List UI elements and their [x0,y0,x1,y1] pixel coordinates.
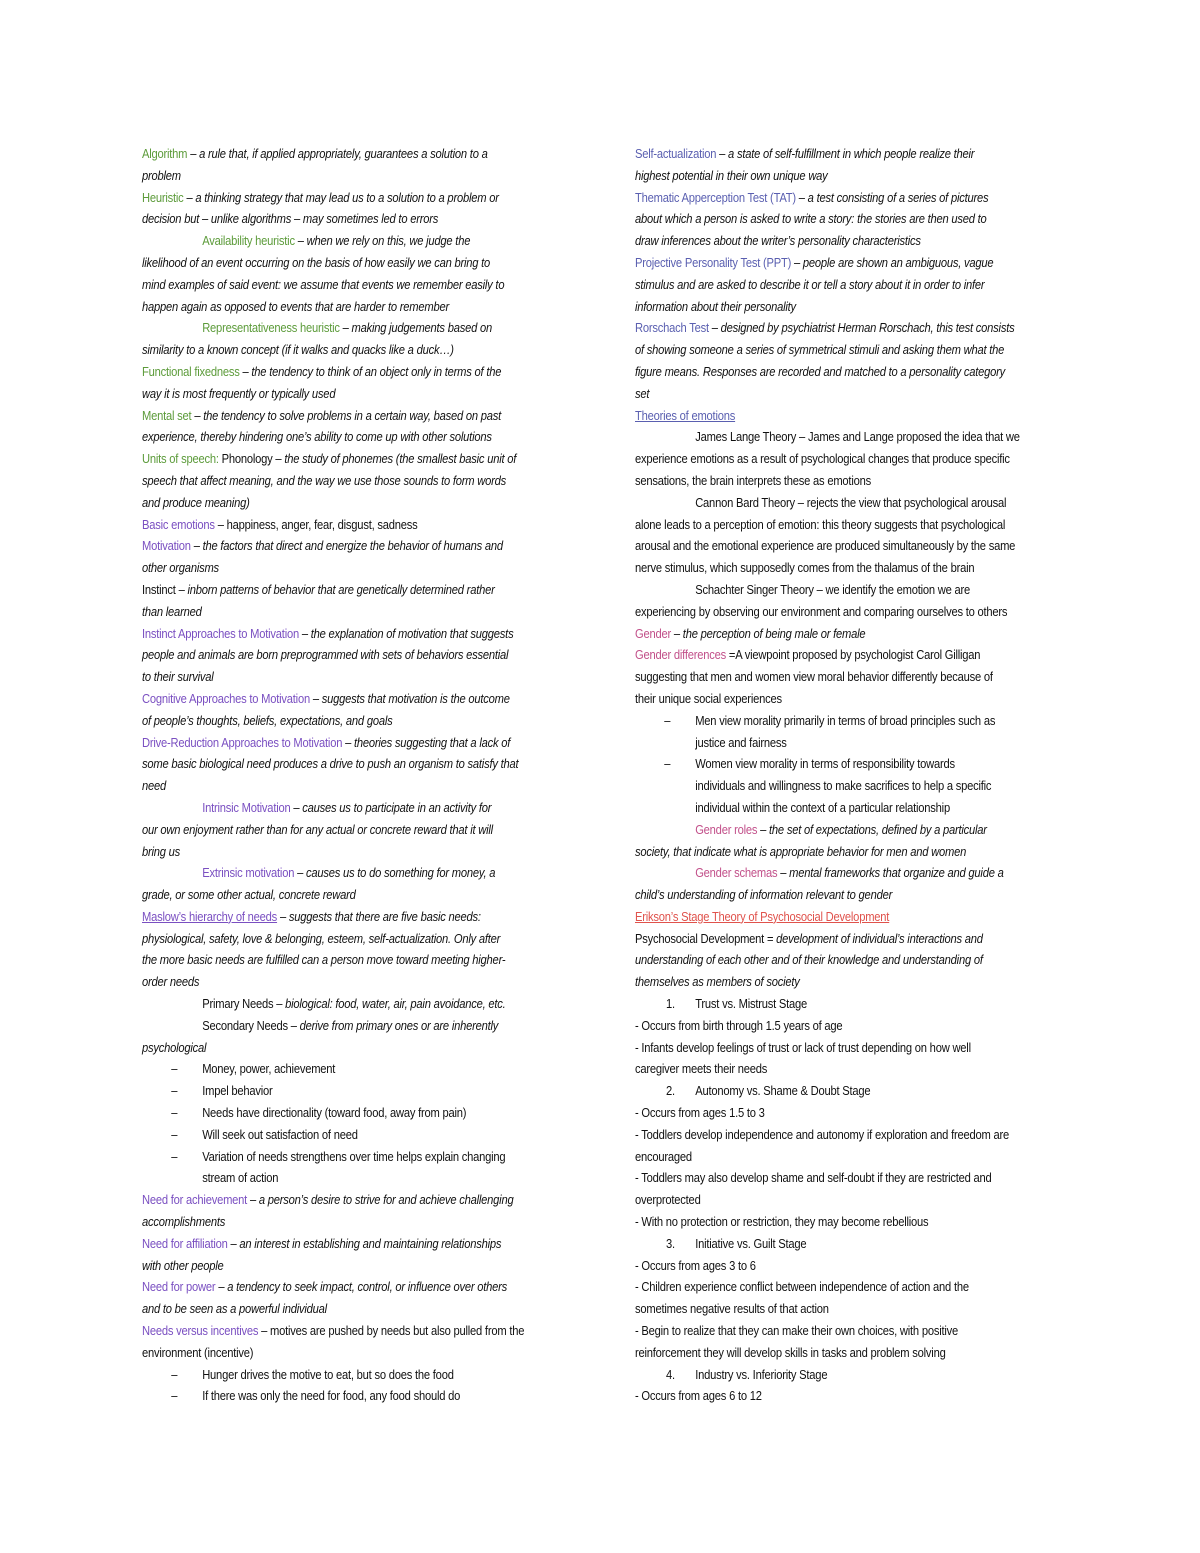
text-segment: Primary Needs – [202,996,286,1012]
text-line [142,1189,569,1211]
text-line [635,470,1064,492]
text-line [142,1255,569,1277]
text-segment: Industry vs. Inferiority Stage [695,1366,828,1382]
term-label: Extrinsic motivation [202,865,295,881]
text-segment: individuals and willingness to make sacrifices to help a specific [695,778,992,794]
text-line [635,339,1064,361]
text-segment: – a thinking strategy that may lead us to a solution to a problem or [183,189,499,205]
text-line [142,1320,569,1342]
text-line [142,928,569,950]
text-line [142,949,569,971]
text-segment: understanding of each other and of their knowledge and understanding of [635,952,983,968]
list-bullet: – [171,1388,178,1404]
text-segment: – when we rely on this, we judge the [294,233,471,249]
term-label: Needs versus incentives [142,1323,259,1339]
text-line [142,1080,598,1102]
text-line [635,492,1124,514]
text-line [635,623,1064,645]
text-line [635,317,1064,339]
text-line [142,906,569,928]
text-segment: alone leads to a perception of emotion: this theory suggests that psychological [635,516,1006,532]
text-segment: accomplishments [142,1214,226,1230]
text-segment: James Lange Theory – James and Lange proposed the idea that we [695,429,1020,445]
text-line [635,666,1064,688]
text-line [142,623,569,645]
left-column [142,143,570,1407]
text-line [635,949,1064,971]
text-line [142,1037,569,1059]
text-line [142,644,569,666]
list-bullet: – [171,1126,178,1142]
text-segment: themselves as members of society [635,974,800,990]
text-line [635,993,1095,1015]
text-line [635,644,1064,666]
text-line [142,1342,569,1364]
text-line [635,732,1124,754]
text-line [635,1102,1064,1124]
term-label: Instinct Approaches to Motivation [142,625,299,641]
text-segment: biological: food, water, air, pain avoidance, etc. [285,996,506,1012]
text-line [635,274,1064,296]
text-line [142,1102,598,1124]
text-segment: caregiver meets their needs [635,1061,768,1077]
text-segment: – suggests that there are five basic needs: [277,908,481,924]
list-number: 2. [665,1083,675,1099]
text-line [142,361,569,383]
text-segment: child’s understanding of information relevant to gender [635,887,893,903]
text-segment: inborn patterns of behavior that are genetically determined rather [187,581,495,597]
text-line [142,1233,569,1255]
text-line [142,492,569,514]
term-label: Gender differences [635,647,727,663]
text-line [635,1298,1064,1320]
text-line [635,1015,1064,1037]
text-segment: – a person’s desire to strive for and achieve challenging [247,1192,514,1208]
text-segment: - Children experience conflict between independence of action and the [635,1279,969,1295]
text-line [635,819,1124,841]
text-segment: – making judgements based on [339,320,492,336]
list-number: 4. [665,1366,675,1382]
text-segment: Variation of needs strengthens over time helps explain changing [202,1148,506,1164]
text-segment: Needs have directionality (toward food, away from pain) [202,1105,467,1121]
text-line [635,1058,1064,1080]
text-line [635,841,1064,863]
text-segment: other organisms [142,560,219,576]
text-line [142,383,569,405]
text-segment: speech that affect meaning, and the way we use those sounds to form words [142,472,507,488]
term-label: Maslow’s hierarchy of needs [142,908,278,924]
text-segment: – the factors that direct and energize the behavior of humans and [190,538,503,554]
text-segment: way it is most frequently or typically used [142,385,336,401]
text-segment: – the explanation of motivation that suggests [298,625,514,641]
list-bullet: – [171,1148,178,1164]
text-line [142,296,569,318]
text-segment: figure means. Responses are recorded and matched to a personality category [635,363,1006,379]
text-line [635,579,1124,601]
text-segment: Instinct – [142,581,188,597]
text-line [635,1364,1095,1386]
text-segment: – a test consisting of a series of pictures [795,189,989,205]
text-line [142,753,569,775]
right-column [635,143,1065,1407]
text-segment: =A viewpoint proposed by psychologist Carol Gilligan [726,647,981,663]
text-segment: – causes us to participate in an activity for [290,799,492,815]
term-label: Availability heuristic [202,233,295,249]
list-bullet: – [664,712,671,728]
text-line [635,1037,1064,1059]
text-line [635,1124,1064,1146]
text-line [142,405,569,427]
text-segment: Psychosocial Development = [635,930,777,946]
text-segment: justice and fairness [695,734,787,750]
text-segment: Money, power, achievement [202,1061,336,1077]
term-label: Gender [635,625,672,641]
text-segment: development of individual’s interactions and [776,930,983,946]
text-line [635,426,1124,448]
text-segment: Will seek out satisfaction of need [202,1126,358,1142]
text-segment: Impel behavior [202,1083,273,1099]
text-segment: reinforcement they will develop skills in tasks and problem solving [635,1344,946,1360]
text-segment: - Begin to realize that they can make their own choices, with positive [635,1323,959,1339]
text-line [635,514,1064,536]
text-segment: their unique social experiences [635,690,782,706]
text-segment: experience emotions as a result of psychological changes that produce specific [635,451,1010,467]
text-segment: - Occurs from ages 3 to 6 [635,1257,756,1273]
text-segment: arousal and the emotional experience are produced simultaneously by the same [635,538,1016,554]
text-line [635,361,1064,383]
term-label: Cognitive Approaches to Motivation [142,690,310,706]
term-label: Mental set [142,407,192,423]
term-label: Need for affiliation [142,1235,228,1251]
text-segment: Women view morality in terms of responsibility towards [695,756,955,772]
text-line [142,1276,569,1298]
text-line [635,557,1064,579]
text-line [635,1189,1064,1211]
text-segment: suggesting that men and women view moral behavior differently because of [635,669,993,685]
term-label: Need for achievement [142,1192,248,1208]
text-segment: Cannon Bard Theory – rejects the view that psychological arousal [695,494,1007,510]
text-segment: information about their personality [635,298,796,314]
text-segment: to their survival [142,669,214,685]
text-line [142,252,569,274]
text-segment: – causes us to do something for money, a [294,865,496,881]
text-line [635,601,1064,623]
text-line [142,426,569,448]
text-line [142,1015,629,1037]
text-line [635,1385,1064,1407]
text-line [142,208,569,230]
term-label: Projective Personality Test (PPT) [635,254,792,270]
term-label: Erikson’s Stage Theory of Psychosocial Development [635,908,890,924]
text-line [635,753,1093,775]
term-label: Functional fixedness [142,363,240,379]
text-segment: - Occurs from ages 6 to 12 [635,1388,762,1404]
text-line [142,884,569,906]
text-line [142,274,569,296]
term-label: Self-actualization [635,146,717,161]
text-segment: some basic biological need produces a drive to push an organism to satisfy that [142,756,519,772]
list-bullet: – [171,1061,178,1077]
text-segment: – the perception of being male or female [671,625,866,641]
text-line [142,819,569,841]
text-line [635,165,1064,187]
text-segment: stream of action [202,1170,279,1186]
text-segment: people and animals are born preprogrammed with sets of behaviors essential [142,647,509,663]
term-label: Motivation [142,538,191,554]
list-number: 1. [665,996,675,1012]
text-segment: similarity to a known concept (if it walks and quacks like a duck…) [142,342,454,358]
text-line [142,1298,569,1320]
text-segment: Men view morality primarily in terms of broad principles such as [695,712,996,728]
term-label: Representativeness heuristic [202,320,340,336]
text-segment: nerve stimulus, which supposedly comes from the thalamus of the brain [635,560,975,576]
text-line [142,1364,598,1386]
text-line [635,143,1064,165]
text-line [142,1385,598,1407]
text-segment: order needs [142,974,200,990]
text-segment: – suggests that motivation is the outcome [309,690,510,706]
text-segment: – a tendency to seek impact, control, or influence over others [215,1279,508,1295]
text-line [635,1255,1064,1277]
text-line [142,1146,598,1168]
text-line [142,448,569,470]
text-segment: psychological [142,1039,207,1055]
term-label: Rorschach Test [635,320,709,336]
text-line [142,688,569,710]
text-segment: – the tendency to solve problems in a certain way, based on past [191,407,502,423]
text-segment: sensations, the brain interprets these as emotions [635,472,871,488]
text-line [635,1233,1095,1255]
text-segment: with other people [142,1257,224,1273]
text-segment: – mental frameworks that organize and guide a [777,865,1004,881]
term-label: Basic emotions [142,516,215,532]
text-segment: - Infants develop feelings of trust or lack of trust depending on how well [635,1039,971,1055]
list-bullet: – [171,1366,178,1382]
text-segment: of showing someone a series of symmetrical stimuli and asking them what the [635,342,1005,358]
term-label: Gender schemas [695,865,778,881]
text-segment: a rule that, if applied appropriately, guarantees a solution to a [199,146,488,161]
text-segment: – [187,146,200,161]
text-segment: experience, thereby hindering one’s ability to come up with other solutions [142,429,492,445]
text-line [635,208,1064,230]
text-line [635,775,1124,797]
text-segment: - Toddlers may also develop shame and self-doubt if they are restricted and [635,1170,992,1186]
text-line [142,470,569,492]
text-segment: than learned [142,603,202,619]
text-segment: – people are shown an ambiguous, vague [791,254,994,270]
text-segment: decision but – unlike algorithms – may sometimes led to errors [142,211,439,227]
text-line [142,1058,598,1080]
text-line [635,405,1064,427]
list-bullet: – [171,1083,178,1099]
text-line [635,884,1064,906]
text-line [635,710,1093,732]
text-segment: Autonomy vs. Shame & Doubt Stage [695,1083,871,1099]
text-line [635,383,1064,405]
text-segment: problem [142,167,181,183]
text-line [142,841,569,863]
text-line [635,1167,1064,1189]
term-label: Gender roles [695,821,758,837]
term-label: Theories of emotions [635,407,736,423]
text-line [635,1276,1064,1298]
text-line [635,187,1064,209]
text-segment: happen again as opposed to events that are harder to remember [142,298,449,314]
text-line [142,514,569,536]
list-number: 3. [665,1235,675,1251]
text-line [142,230,629,252]
text-segment: – motives are pushed by needs but also pulled from the [258,1323,525,1339]
text-line [142,993,629,1015]
text-line [635,688,1064,710]
text-line [142,143,569,165]
text-line [142,165,569,187]
text-segment: – theories suggesting that a lack of [342,734,511,750]
text-segment: likelihood of an event occurring on the basis of how easily we can bring to [142,254,491,270]
text-line [635,230,1064,252]
text-segment: Trust vs. Mistrust Stage [695,996,808,1012]
text-line [142,1124,598,1146]
text-segment: derive from primary ones or are inherently [299,1017,499,1033]
text-segment: society, that indicate what is appropriate behavior for men and women [635,843,967,859]
text-segment: need [142,778,167,794]
text-line [142,862,629,884]
text-line [142,187,569,209]
text-line [635,1211,1064,1233]
text-segment: overprotected [635,1192,701,1208]
text-segment: individual within the context of a particular relationship [695,799,950,815]
text-line [142,579,569,601]
text-segment: bring us [142,843,181,859]
term-label: Intrinsic Motivation [202,799,291,815]
text-segment: Schachter Singer Theory – we identify the emotion we are [695,581,971,597]
text-segment: – designed by psychiatrist Herman Rorschach, this test consists [708,320,1015,336]
text-segment: – a state of self-fulfillment in which people realize their [716,146,975,161]
text-segment: mind examples of said event: we assume that events we remember easily to [142,276,505,292]
text-line [142,797,629,819]
text-segment: – happiness, anger, fear, disgust, sadness [214,516,418,532]
text-line [635,535,1064,557]
text-segment: encouraged [635,1148,692,1164]
term-label: Algorithm [142,146,188,161]
text-line [635,1320,1064,1342]
text-segment: our own enjoyment rather than for any actual or concrete reward that it will [142,821,493,837]
term-label: Drive-Reduction Approaches to Motivation [142,734,343,750]
text-line [635,906,1064,928]
text-line [635,862,1124,884]
text-line [142,775,569,797]
text-line [635,1146,1064,1168]
text-line [635,252,1064,274]
text-line [142,971,569,993]
text-segment: about which a person is asked to write a story: the stories are then used to [635,211,987,227]
text-line [142,601,569,623]
text-segment: environment (incentive) [142,1344,254,1360]
text-segment: set [635,385,650,401]
text-segment: sometimes negative results of that action [635,1301,829,1317]
text-line [142,535,569,557]
text-segment: - Occurs from ages 1.5 to 3 [635,1105,765,1121]
text-segment: Initiative vs. Guilt Stage [695,1235,807,1251]
text-segment: Phonology [218,451,273,467]
text-line [635,1080,1095,1102]
text-line [635,928,1064,950]
text-line [635,1342,1064,1364]
text-segment: – the set of expectations, defined by a particular [757,821,987,837]
term-label: Need for power [142,1279,216,1295]
term-label: Thematic Apperception Test (TAT) [635,189,796,205]
text-line [635,971,1064,993]
text-segment: grade, or some other actual, concrete reward [142,887,356,903]
text-segment: Hunger drives the motive to eat, but so does the food [202,1366,454,1382]
text-segment: – the tendency to think of an object only in terms of the [239,363,502,379]
text-line [142,710,569,732]
text-line [142,1211,569,1233]
text-line [635,448,1064,470]
text-segment: and produce meaning) [142,494,250,510]
text-line [142,317,629,339]
text-segment: the more basic needs are fulfilled can a person move toward meeting higher- [142,952,506,968]
term-label: Units of speech: [142,451,219,467]
text-segment: and to be seen as a powerful individual [142,1301,327,1317]
text-line [142,666,569,688]
text-line [142,339,569,361]
text-segment: highest potential in their own unique way [635,167,828,183]
text-line [142,1167,629,1189]
text-line [142,732,569,754]
text-segment: If there was only the need for food, any food should do [202,1388,461,1404]
text-segment: – an interest in establishing and maintaining relationships [227,1235,502,1251]
text-segment: - Occurs from birth through 1.5 years of age [635,1017,843,1033]
text-segment: of people’s thoughts, beliefs, expectations, and goals [142,712,393,728]
text-segment: stimulus and are asked to describe it or tell a story about it in order to infer [635,276,985,292]
text-segment: - Toddlers develop independence and autonomy if exploration and freedom are [635,1126,1009,1142]
list-bullet: – [664,756,671,772]
text-segment: physiological, safety, love & belonging, esteem, self-actualization. Only after [142,930,501,946]
text-line [635,797,1124,819]
text-line [142,557,569,579]
text-segment: draw inferences about the writer’s personality characteristics [635,233,921,249]
text-segment: - With no protection or restriction, they may become rebellious [635,1214,929,1230]
term-label: Heuristic [142,189,184,205]
text-segment: – the study of phonemes (the smallest basic unit of [272,451,517,467]
text-segment: experiencing by observing our environment and comparing ourselves to others [635,603,1008,619]
text-line [635,296,1064,318]
list-bullet: – [171,1105,178,1121]
text-segment: Secondary Needs – [202,1017,300,1033]
